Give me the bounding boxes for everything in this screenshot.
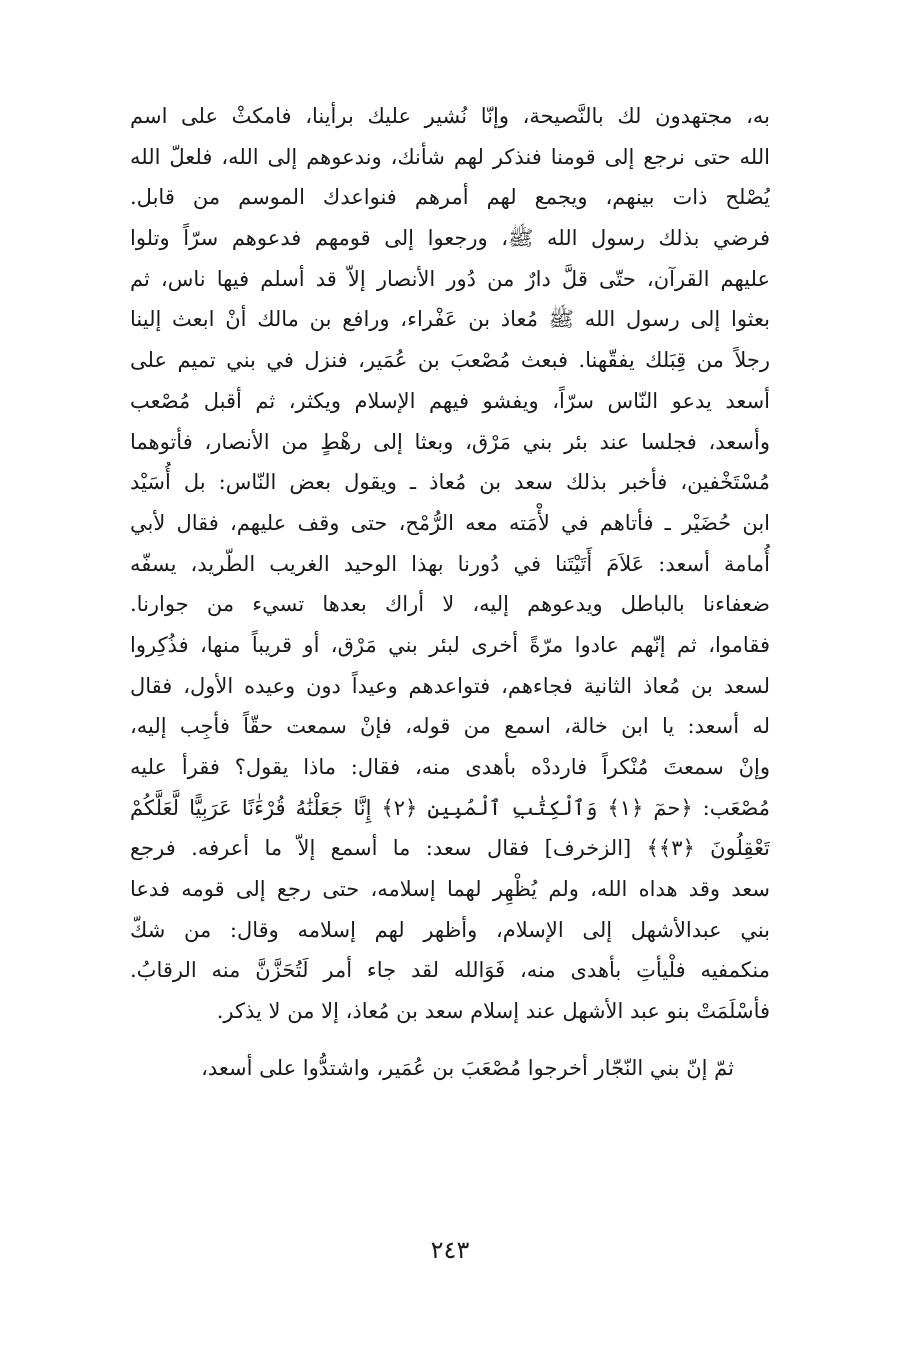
text-line: سعد وقد هداه الله، ولم يُظْهِر لهما إسلامه، حتى رجع إلى قومه فدعا (130, 877, 770, 902)
text-line: وإنْ سمعتَ مُنْكراً فارددْه بأهدى منه، فقال: ماذا يقول؟ فقرأ عليه (130, 755, 770, 779)
text-line: بعثوا إلى رسول الله ﷺ مُعاذ بن عَفْراء، ورافع بن مالك أنْ ابعث إلينا (130, 307, 770, 332)
text-line: أسعد يدعو النّاس سرّاً، ويفشو فيهم الإسلام ويكثر، ثم أقبل مُصْعب (130, 388, 770, 413)
body-text (130, 96, 770, 1089)
text-line: عليهم القرآن، حتّى قلَّ دارٌ من دُور الأنصار إلاّ قد أسلم فيها ناس، ثم (130, 266, 770, 291)
paragraph (130, 1048, 770, 1089)
text-line: ضعفاءنا بالباطل ويدعوهم إليه، لا أراك بعدها تسيء من جوارنا. (130, 592, 770, 617)
text-line: الله حتى نرجع إلى قومنا فنذكر لهم شأنك، وندعوهم إلى الله، فلعلّ الله (130, 144, 770, 169)
text-line: يُصْلح ذات بينهم، ويجمع لهم أمرهم فنواعدك الموسم من قابل. (130, 185, 770, 210)
text-line: مُصْعَب: ﴿حمٓ ﴿١﴾ وَٱلْكِتَٰبِ ٱلْمُبِينِ ﴿٢﴾ إِنَّا جَعَلْنَٰهُ قُرْءَٰنًا عَرَبِيًّا لَّعَلَّكُمْ (130, 795, 770, 820)
text-line: رجلاً من قِبَلك يفقّهنا. فبعث مُصْعبَ بن عُمَير، فنزل في بني تميم على (130, 348, 770, 373)
text-line: فرضي بذلك رسول الله ﷺ، ورجعوا إلى قومهم فدعوهم سرّاً وتلوا (130, 226, 770, 251)
text-line: منكمفيه فلْيأتِ بأهدى منه، فَوَالله لقد جاء أمر لَتُحَزَّنَّ منه الرقابُ. (130, 958, 770, 983)
text-line: فقاموا، ثم إنّهم عادوا مرّةً أخرى لبئر بني مَرْق، أو قريباً منها، فذُكِروا (130, 632, 770, 657)
text-line: تَعْقِلُونَ ﴿٣﴾﴾ [الزخرف] فقال سعد: ما أسمع إلاّ ما أعرفه. فرجع (130, 836, 770, 861)
text-line: مُسْتَخْفين، فأخبر بذلك سعد بن مُعاذ ـ ويقول بعض النّاس: بل أُسَيْد (130, 470, 770, 495)
paragraph-gap (130, 1032, 770, 1048)
text-line: فأسْلَمَتْ بنو عبد الأشهل عند إسلام سعد بن مُعاذ، إلا من لا يذكر. (216, 999, 770, 1024)
page-number: ٢٤٣ (430, 1236, 470, 1264)
paragraph (130, 96, 770, 1032)
text-line: به، مجتهدون لك بالنَّصيحة، وإنّا نُشير عليك برأينا، فامكثْ على اسم (130, 104, 770, 128)
text-line: له أسعد: يا ابن خالة، اسمع من قوله، فإنْ سمعت حقّاً فأجِب إليه، (130, 714, 770, 739)
text-line: أُمامة أسعد: عَلاَمَ أَتَيْتَنا في دُورنا بهذا الوحيد الغريب الطّريد، يسفّه (130, 551, 770, 576)
text-line: لسعد بن مُعاذ الثانية فجاءهم، فتواعدهم وعيداً دون وعيده الأول، فقال (130, 673, 770, 698)
text-line: ثمّ إنّ بني النّجّار أخرجوا مُصْعَبَ بن عُمَير، واشتدُّوا على أسعد، (201, 1055, 734, 1080)
text-line: بني عبدالأشهل إلى الإسلام، وأظهر لهم إسلامه وقال: من شكّ (130, 917, 770, 942)
text-line: وأسعد، فجلسا عند بئر بني مَرْق، وبعثا إلى رهْطٍ من الأنصار، فأتوهما (130, 429, 770, 454)
text-line: ابن حُضَيْر ـ فأتاهم في لأْمَته معه الرُّمْح، حتى وقف عليهم، فقال لأبي (130, 510, 770, 535)
